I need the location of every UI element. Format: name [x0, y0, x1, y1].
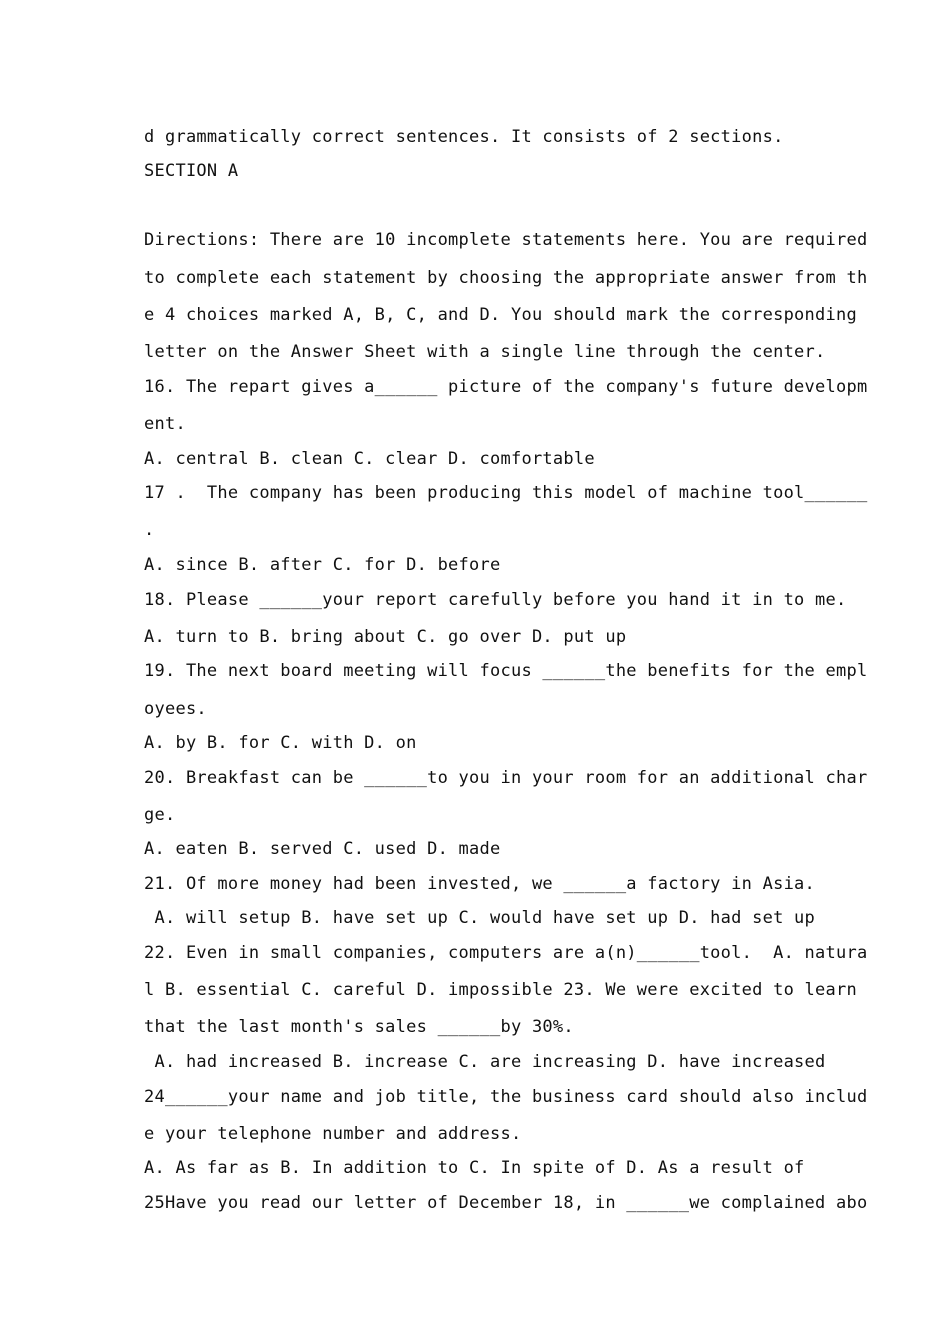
directions-text: e 4 choices marked A, B, C, and D. You should mark the corresponding	[144, 305, 857, 325]
question-21-options: A. will setup B. have set up C. would have set up D. had set up	[144, 908, 816, 928]
question-16: 16. The repart gives a______ picture of the company's future developm	[144, 377, 868, 397]
question-17-options: A. since B. after C. for D. before	[144, 555, 501, 575]
question-17: 17 . The company has been producing this model of machine tool______	[144, 483, 868, 503]
question-23: that the last month's sales ______by 30%.	[144, 1017, 574, 1037]
directions-text: letter on the Answer Sheet with a single line through the center.	[144, 342, 826, 362]
section-heading: SECTION A	[144, 161, 239, 181]
question-16-cont: ent.	[144, 414, 186, 434]
question-16-options: A. central B. clean C. clear D. comfortable	[144, 449, 595, 469]
question-22-options: l B. essential C. careful D. impossible 23. We were excited to learn	[144, 980, 857, 1000]
question-22: 22. Even in small companies, computers are a(n)______tool. A. natura	[144, 943, 868, 963]
text-line: d grammatically correct sentences. It consists of 2 sections.	[144, 127, 784, 147]
question-24: 24______your name and job title, the business card should also includ	[144, 1087, 868, 1107]
question-20-cont: ge.	[144, 805, 176, 825]
question-20-options: A. eaten B. served C. used D. made	[144, 839, 501, 859]
question-25: 25Have you read our letter of December 18, in ______we complained abo	[144, 1193, 868, 1213]
question-17-cont: .	[144, 520, 155, 540]
question-20: 20. Breakfast can be ______to you in your room for an additional char	[144, 768, 868, 788]
question-24-options: A. As far as B. In addition to C. In spite of D. As a result of	[144, 1158, 805, 1178]
question-19-options: A. by B. for C. with D. on	[144, 733, 417, 753]
directions-text: Directions: There are 10 incomplete statements here. You are required	[144, 230, 868, 250]
question-18: 18. Please ______your report carefully before you hand it in to me.	[144, 590, 847, 610]
question-19: 19. The next board meeting will focus ______the benefits for the empl	[144, 661, 868, 681]
question-23-options: A. had increased B. increase C. are increasing D. have increased	[144, 1052, 826, 1072]
directions-text: to complete each statement by choosing the appropriate answer from th	[144, 268, 868, 288]
question-18-options: A. turn to B. bring about C. go over D. put up	[144, 627, 627, 647]
question-24-cont: e your telephone number and address.	[144, 1124, 522, 1144]
question-19-cont: oyees.	[144, 699, 207, 719]
question-21: 21. Of more money had been invested, we ______a factory in Asia.	[144, 874, 816, 894]
